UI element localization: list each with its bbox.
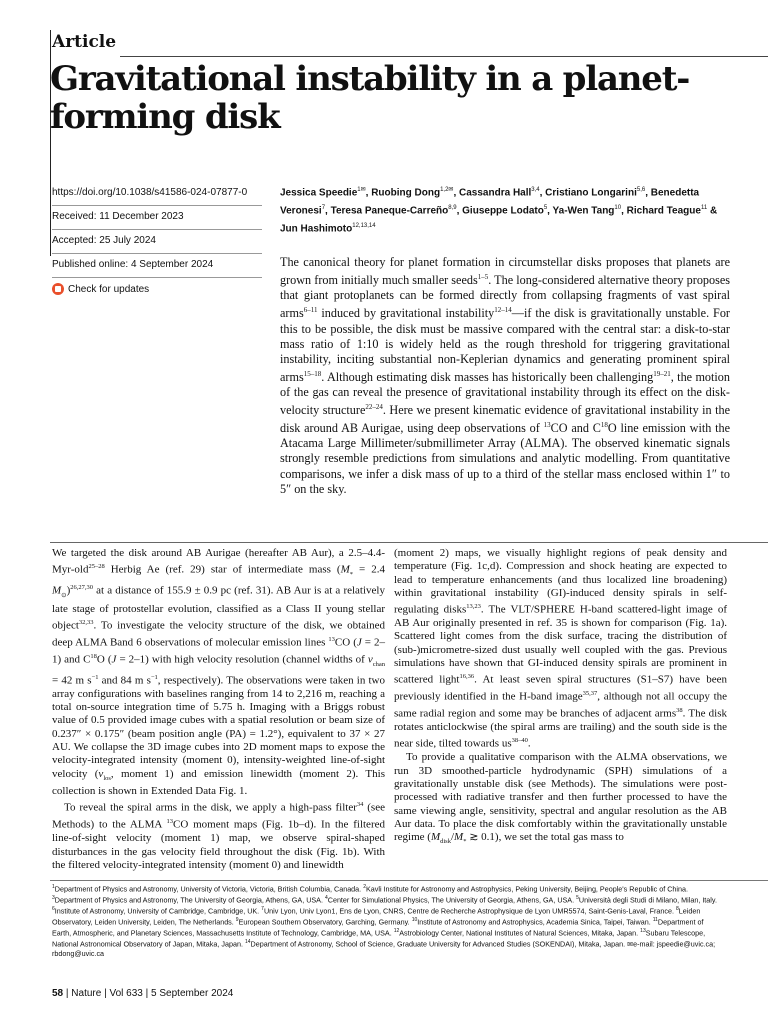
- journal-volume: Vol 633: [109, 988, 143, 999]
- published-date: Published online: 4 September 2024: [52, 259, 214, 270]
- article-metadata: [52, 184, 262, 295]
- footer-separator: |: [104, 988, 107, 999]
- abstract-divider: [50, 542, 768, 543]
- header-rule: [120, 56, 768, 57]
- footnote-divider: [50, 880, 768, 881]
- body-paragraph: (moment 2) maps, we visually highlight regions of peak density and temperature (Fig. 1c,d). Compression and shock heating are expected to lead to temperature enhancements (and thus localized line broadening) within gravitational instability (GI)-induced density spirals in self-regulating disks$^{13,23}$. The VLT/SPHERE H-band scattered-light image of AB Aur originally presented in ref. 35 is shown for comparison (Fig. 1a). Scattered light comes from the disk surface, tracing the distribution of (sub-)micrometre-sized dust usually well coupled with the gas. Previous simulations have shown that GI-induced density spirals are prominent in scattered light$^{16,36}$. At least seven spiral structures (S1–S7) have been previously identified in the H-band image$^{35,37}$, although not all occupy the same radial region and some may be branches of adjacent arms$^{38}$. The disk rotates anticlockwise (the spiral arms are trailing) and the south side is the near side, tilted towards $us^{38-40}$.: [394, 547, 728, 751]
- body-column-right: [394, 547, 727, 849]
- abstract: The canonical theory for planet formation in circumstellar disks proposes that planets are grown from initially much smaller seeds$^{1-5}$. The long-considered alternative theory proposes that giant protoplanets can be formed directly from collapsing fragments of vast spiral arms$^{6-11}$ induced by gravitational instability$^{12-14}$—if the disk is gravitationally unstable. For this to be possible, the disk must be massive compared with the central star: a disk-to-star mass ratio of 1:10 is widely held as the rough threshold for triggering gravitational instability, inciting substantial non-Keplerian dynamics and generating prominent spiral arms$^{15-18}$. Although estimating disk masses has historically been challenging$^{19-21}$, the motion of the gas can reveal the presence of gravitational instability through its effect on the disk-velocity structure$^{22-24}$. Here we present kinematic evidence of gravitational instability in the disk around AB Aurigae, using deep observations of $^{13}$CO and $C^{18}O$ line emission with the Atacama Large Millimeter/submillimeter Array (ALMA). The observed kinematic signals strongly resemble predictions from simulations and analytic modelling. From quantitative comparisons, we infer a disk mass of up to a third of the stellar mass enclosed within 1″ to 5″ on the sky.: [280, 255, 730, 496]
- footer-separator: |: [65, 988, 69, 999]
- body-paragraph: To provide a qualitative comparison with the ALMA observations, we run 3D smoothed-particle hydrodynamic (SPH) simulations of a gravitationally unstable disk (see Methods). The simulations were post-processed with radiative transfer and then further processed to have the same viewing angle, sensitivity, spectral and angular resolution as the AB Aur data. To place the disk comfortably within the gravitationally unstable regime ($M_{disk}/M_*$ ≳ 0.1), we set the total gas mass to: [394, 751, 727, 846]
- body-paragraph: To reveal the spiral arms in the disk, we apply a high-pass filter$^{34}$ (see Methods) to the ALMA $^{13}$CO moment maps (Fig. 1b–d). In the filtered line-of-sight velocity (moment 1) map, we observe spiral-shaped disturbances in the gas velocity field throughout the disk (Fig. 1b). With the filtered velocity-integrated intensity (moment 0) and linewidth: [52, 801, 385, 871]
- accepted-date: Accepted: 25 July 2024: [52, 235, 156, 246]
- journal-name: Nature: [71, 988, 102, 999]
- body-column-left: [52, 547, 385, 872]
- issue-date: 5 September 2024: [151, 988, 234, 999]
- doi-line: [52, 184, 262, 206]
- received-line: [52, 208, 262, 230]
- page-number: 58: [52, 988, 64, 999]
- body-paragraph: We targeted the disk around AB Aurigae (hereafter AB Aur), a 2.5–4.4-Myr-old$^{25-28}$ Herbig Ae (ref. 29) star of intermediate mass ($M_* = 2.4$ $M_⊙)^{26,27,30}$ at a distance of 155.9 ± 0.9 pc (ref. 31). AB Aur is at a relatively late stage of protostellar evolution, classified as a Class II young stellar object$^{32,33}$. To investigate the velocity structure of the disk, we obtained deep ALMA Band 6 observations of molecular emission lines $^{13}$CO (J = 2–1) and $C^{18}O$ (J = 2–1) with high velocity resolution (channel widths of $v_{chan} = 42$ m $s^{-1}$ and 84 m $s^{-1}$, respectively). The observations were taken in two array configurations with baselines ranging from 14 to 2,216 m, reaching a total on-source integration time of 5.75 h. Imaging with a Briggs robust value of 0.5 provided image cubes with a spatial resolution or beam size of 0.237″ × 0.175″ (beam position angle (PA) = 1.2°), equivalent to 37 × 27 AU. We collapse the 3D image cubes into 2D moment maps to expose the velocity-integrated intensity (moment 0), intensity-weighted line-of-sight velocity ($v_{los}$, moment 1) and emission linewidth (moment 2). This collection is shown in Extended Data Fig. 1.: [52, 547, 386, 798]
- article-type-label: Article: [52, 32, 117, 52]
- author-list: Jessica Speedie$^{1✉}$, Ruobing Dong$^{1,2✉}$, Cassandra Hall$^{3,4}$, Cristiano Longarini$^{5,6}$, Benedetta Veronesi$^7$, Teresa Paneque-Carreño$^{8,9}$, Giuseppe Lodato$^5$, Ya-Wen Tang$^{10}$, Richard Teague$^{11}$ & Jun Hashimoto$^{12,13,14}$: [280, 187, 718, 234]
- article-title: Gravitational instability in a planet-forming disk: [50, 59, 690, 137]
- accepted-line: [52, 232, 262, 254]
- page-footer: [52, 988, 233, 999]
- check-for-updates-button[interactable]: [52, 280, 262, 295]
- affiliations-footnotes: $^1$Department of Physics and Astronomy, University of Victoria, Victoria, British Columbia, Canada. $^2$Kavli Institute for Astronomy and Astrophysics, Peking University, Beijing, People's Republic of China. $^3$Department of Physics and Astronomy, The University of Georgia, Athens, GA, USA. $^4$Center for Simulational Physics, The University of Georgia, Athens, GA, USA. $^5$Università degli Studi di Milano, Milan, Italy. $^6$Institute of Astronomy, University of Cambridge, Cambridge, UK. $^7$Univ Lyon, Univ Lyon1, Ens de Lyon, CNRS, Centre de Recherche Astrophysique de Lyon UMR5574, Saint-Genis-Laval, France. $^8$Leiden Observatory, Leiden University, Leiden, The Netherlands. $^9$European Southern Observatory, Garching, Germany. $^{10}$Institute of Astronomy and Astrophysics, Academia Sinica, Taipei, Taiwan. $^{11}$Department of Earth, Atmospheric, and Planetary Sciences, Massachusetts Institute of Technology, Cambridge, MA, USA. $^{12}$Astrobiology Center, National Institutes of Natural Sciences, Mitaka, Japan. $^{13}$Subaru Telescope, National Astronomical Observatory of Japan, Mitaka, Japan. $^{14}$Department of Astronomy, School of Science, Graduate University for Advanced Studies (SOKENDAI), Mitaka, Japan. ✉e-mail: jspeedie@uvic.ca; rbdong@uvic.ca: [52, 884, 717, 958]
- footer-separator: |: [145, 988, 149, 999]
- published-line: [52, 256, 262, 278]
- doi-link[interactable]: https://doi.org/10.1038/s41586-024-07877-0: [52, 187, 248, 198]
- check-updates-label: Check for updates: [68, 283, 150, 295]
- check-updates-icon: [52, 283, 64, 295]
- received-date: Received: 11 December 2023: [52, 211, 184, 222]
